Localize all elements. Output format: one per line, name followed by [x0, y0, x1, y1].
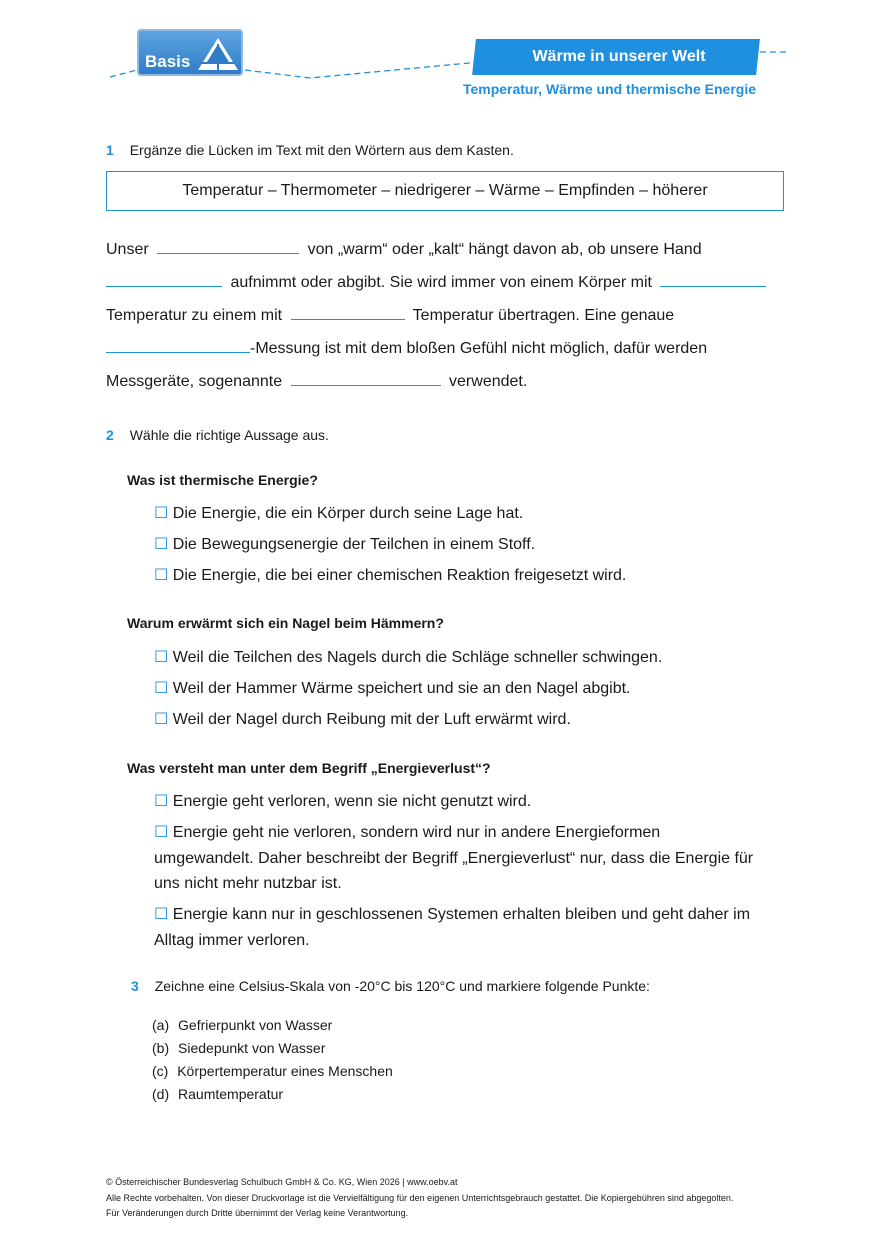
list-item [152, 1086, 283, 1102]
checkbox-icon[interactable]: ☐ [154, 649, 169, 666]
task-instruction: Ergänze die Lücken im Text mit den Wörtern aus dem Kasten. [129, 142, 514, 158]
option-text-continued: uns nicht mehr nutzbar ist. [154, 875, 342, 892]
answer-option[interactable] [154, 563, 626, 589]
blank-field[interactable] [157, 239, 299, 254]
basis-logo [137, 29, 243, 76]
page-subtitle: Temperatur, Wärme und thermische Energie [462, 81, 756, 97]
item-label: (b) [152, 1040, 170, 1056]
list-item [152, 1040, 325, 1056]
gap-text-line [106, 305, 674, 325]
pyramid-icon [195, 35, 241, 73]
answer-option[interactable] [154, 902, 750, 928]
chapter-title: Wärme in unserer Welt [532, 48, 706, 65]
checkbox-icon[interactable]: ☐ [154, 824, 169, 841]
item-text: Raumtemperatur [178, 1086, 284, 1102]
text-segment: Unser [106, 241, 149, 258]
task-instruction: Wähle die richtige Aussage aus. [129, 427, 329, 443]
footer-disclaimer: Für Veränderungen durch Dritte übernimmt der Verlag keine Verantwortung. [106, 1208, 409, 1218]
task-number: 2 [106, 427, 114, 443]
option-text: Energie geht nie verloren, sondern wird nur in andere Energieformen [172, 824, 661, 841]
item-text: Siedepunkt von Wasser [178, 1040, 326, 1056]
question-title: Warum erwärmt sich ein Nagel beim Hämmern? [127, 615, 444, 631]
option-text-continued: Alltag immer verloren. [154, 932, 310, 949]
gap-text-line [106, 272, 766, 292]
checkbox-icon[interactable]: ☐ [154, 680, 169, 697]
question-title: Was versteht man unter dem Begriff „Energieverlust“? [127, 760, 491, 776]
item-text: Gefrierpunkt von Wasser [178, 1017, 333, 1033]
option-text-continued: umgewandelt. Daher beschreibt der Begriff „Energieverlust“ nur, dass die Energie für [154, 850, 754, 867]
option-text: Die Energie, die bei einer chemischen Reaktion freigesetzt wird. [172, 567, 627, 584]
text-segment: aufnimmt oder abgibt. Sie wird immer von einem Körper mit [230, 274, 652, 291]
task-number: 1 [106, 142, 114, 158]
answer-option[interactable] [154, 501, 523, 527]
item-text: Körpertemperatur eines Menschen [177, 1063, 393, 1079]
answer-option[interactable] [154, 676, 631, 702]
blank-field[interactable] [291, 371, 441, 386]
text-segment: -Messung ist mit dem bloßen Gefühl nicht möglich, dafür werden [250, 340, 708, 357]
blank-field[interactable] [291, 305, 405, 320]
option-text: Weil die Teilchen des Nagels durch die Schläge schneller schwingen. [172, 649, 663, 666]
blank-field[interactable] [660, 272, 766, 287]
answer-option[interactable] [154, 789, 531, 815]
checkbox-icon[interactable]: ☐ [154, 536, 169, 553]
option-text: Weil der Hammer Wärme speichert und sie an den Nagel abgibt. [172, 680, 631, 697]
text-segment: Temperatur zu einem mit [106, 307, 283, 324]
checkbox-icon[interactable]: ☐ [154, 793, 169, 810]
gap-text-line [106, 371, 527, 391]
task-number: 3 [131, 978, 139, 994]
checkbox-icon[interactable]: ☐ [154, 567, 169, 584]
list-item [152, 1063, 393, 1079]
answer-option[interactable] [154, 820, 660, 846]
blank-field[interactable] [106, 338, 250, 353]
option-text: Die Energie, die ein Körper durch seine Lage hat. [172, 505, 524, 522]
blank-field[interactable] [106, 272, 222, 287]
option-text: Weil der Nagel durch Reibung mit der Luft erwärmt wird. [172, 711, 571, 728]
item-label: (c) [152, 1063, 169, 1079]
option-text: Die Bewegungsenergie der Teilchen in einem Stoff. [172, 536, 536, 553]
answer-option[interactable] [154, 532, 535, 558]
logo-text: Basis [145, 52, 191, 71]
text-segment: Temperatur übertragen. Eine genaue [412, 307, 675, 324]
answer-option[interactable] [154, 707, 571, 733]
task-instruction: Zeichne eine Celsius-Skala von -20°C bis 120°C und markiere folgende Punkte: [154, 978, 650, 994]
option-text: Energie kann nur in geschlossenen Systemen erhalten bleiben und geht daher im [172, 906, 751, 923]
text-segment: verwendet. [449, 373, 528, 390]
gap-text-line [106, 338, 707, 358]
task-3-heading [131, 978, 650, 994]
item-label: (d) [152, 1086, 170, 1102]
text-segment: von „warm“ oder „kalt“ hängt davon ab, ob unsere Hand [307, 241, 702, 258]
checkbox-icon[interactable]: ☐ [154, 906, 169, 923]
option-text: Energie geht verloren, wenn sie nicht genutzt wird. [172, 793, 532, 810]
item-label: (a) [152, 1017, 170, 1033]
gap-text-line [106, 239, 702, 259]
checkbox-icon[interactable]: ☐ [154, 505, 169, 522]
footer-copyright: © Österreichischer Bundesverlag Schulbuch GmbH & Co. KG, Wien 2026 | www.oebv.at [106, 1177, 458, 1187]
task-1-heading [106, 142, 514, 158]
word-box: Temperatur – Thermometer – niedrigerer – Wärme – Empfinden – höherer [106, 171, 784, 211]
footer-rights: Alle Rechte vorbehalten. Von dieser Druckvorlage ist die Vervielfältigung für den eigenen Unterrichtsgebrauch gestattet. Die Kopiergebühren sind abgegolten. [106, 1193, 734, 1203]
text-segment: Messgeräte, sogenannte [106, 373, 283, 390]
answer-option[interactable] [154, 645, 662, 671]
question-title: Was ist thermische Energie? [127, 472, 318, 488]
list-item [152, 1017, 332, 1033]
checkbox-icon[interactable]: ☐ [154, 711, 169, 728]
task-2-heading [106, 427, 329, 443]
